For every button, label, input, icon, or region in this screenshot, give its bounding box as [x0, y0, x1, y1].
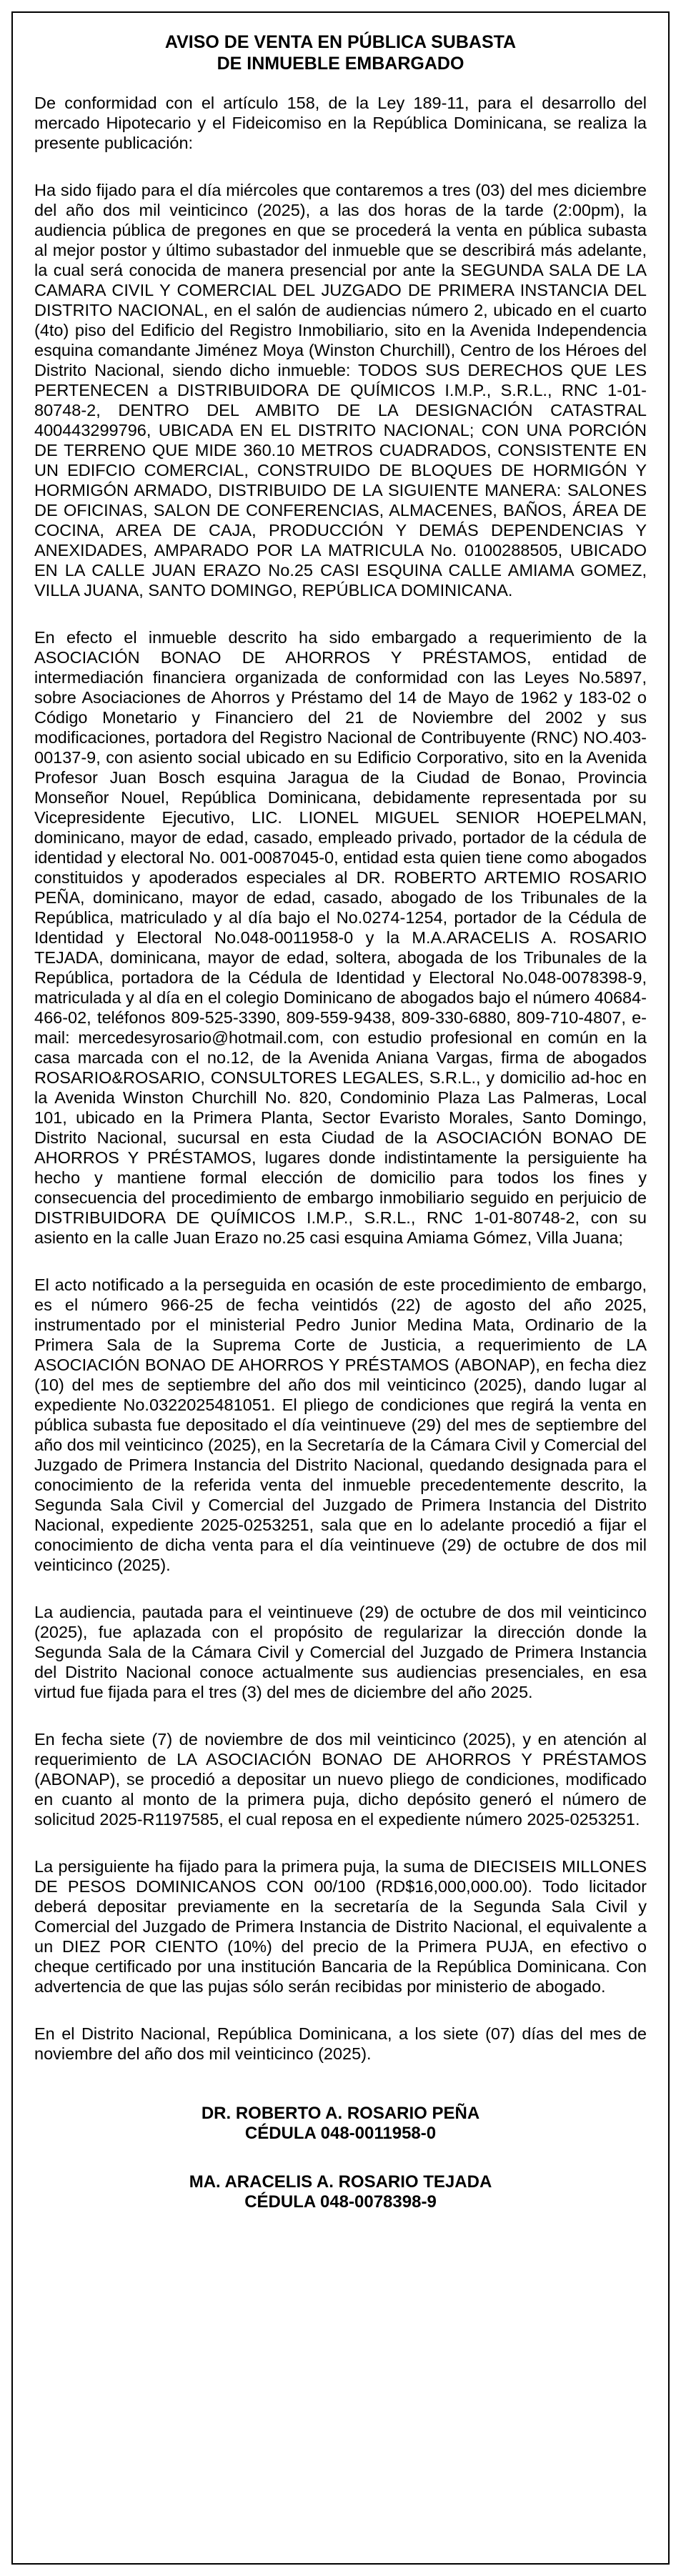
signatory-name: MA. ARACELIS A. ROSARIO TEJADA: [189, 2172, 492, 2192]
first-bid-paragraph: La persiguiente ha fijado para la primera puja, la suma de DIECISEIS MILLONES DE PESOS DOMINICANOS CON 00/100 (RD$16,000,000.00). Todo licitador deberá depositar previamente en la secretaría de la Segunda Sala Civil y Comercial del Juzgado de Primera Instancia de Distrito Nacional, el equivalente a un DIEZ POR CIENTO (10%) del precio de la Primera PUJA, en efectivo o cheque certificado por una institución Bancaria de la República Dominicana. Con advertencia de que las pujas sólo serán recibidas por ministerio de abogado.: [34, 1857, 647, 1996]
place-date-paragraph: En el Distrito Nacional, República Dominicana, a los siete (07) días del mes de noviembre del año dos mil veinticinco (2025).: [34, 2024, 647, 2063]
signatory-id: CÉDULA 048-0078398-9: [244, 2192, 437, 2212]
signature-block: [34, 2172, 647, 2212]
signature-block: [34, 2104, 647, 2144]
notified-act-paragraph: El acto notificado a la perseguida en ocasión de este procedimiento de embargo, es el número 966-25 de fecha veintidós (22) de agosto del año 2025, instrumentado por el ministerial Pedro Junior Medina Mata, Ordinario de la Primera Sala de la Suprema Corte de Justicia, a requerimiento de LA ASOCIACIÓN BONAO DE AHORROS Y PRÉSTAMOS (ABONAP), en fecha diez (10) del mes de septiembre del año dos mil veinticinco (2025), dando lugar al expediente No.0322025481051. El pliego de condiciones que regirá la venta en pública subasta fue depositado el día veintinueve (29) del mes de septiembre del año dos mil veinticinco (2025), en la Secretaría de la Cámara Civil y Comercial del Juzgado de Primera Instancia del Distrito Nacional, quedando designada para el conocimiento de la referida venta del inmueble precedentemente descrito, la Segunda Sala Civil y Comercial del Juzgado de Primera Instancia del Distrito Nacional, expediente 2025-0253251, sala que en lo adelante procedió a fijar el conocimiento de dicha venta para el día veintinueve (29) de octubre de dos mil veinticinco (2025).: [34, 1275, 647, 1574]
seizing-party-paragraph: En efecto el inmueble descrito ha sido embargado a requerimiento de la ASOCIACIÓN BONAO DE AHORROS Y PRÉSTAMOS, entidad de intermediación financiera organizada de conformidad con las Leyes No.5897, sobre Asociaciones de Ahorros y Préstamo del 14 de Mayo de 1962 y 183-02 o Código Monetario y Financiero del 21 de Noviembre del 2002 y sus modificaciones, portadora del Registro Nacional de Contribuyente (RNC) NO.403-00137-9, con asiento social ubicado en su Edificio Corporativo, sito en la Avenida Profesor Juan Bosch esquina Jaragua de la Ciudad de Bonao, Provincia Monseñor Nouel, República Dominicana, debidamente representada por su Vicepresidente Ejecutivo, LIC. LIONEL MIGUEL SENIOR HOEPELMAN, dominicano, mayor de edad, casado, empleado privado, portador de la cédula de identidad y electoral No. 001-0087045-0, entidad esta quien tiene como abogados constituidos y apoderados especiales al DR. ROBERTO ARTEMIO ROSARIO PEÑA, dominicano, mayor de edad, casado, abogado de los Tribunales de la República, matriculado y al día bajo el No.0274-1254, portador de la Cédula de Identidad y Electoral No.048-0011958-0 y la M.A.ARACELIS A. ROSARIO TEJADA, dominicana, mayor de edad, soltera, abogada de los Tribunales de la República, portadora de la Cédula de Identidad y Electoral No.048-0078398-9, matriculada y al día en el colegio Dominicano de abogados bajo el número 40684-466-02, teléfonos 809-525-3390, 809-559-9438, 809-330-6880, 809-710-4807, e-mail: mercedesyrosario@hotmail.com, con estudio profesional en común en la casa marcada con el no.12, de la Avenida Aniana Vargas, firma de abogados ROSARIO&ROSARIO, CONSULTORES LEGALES, S.R.L., y domicilio ad-hoc en la Avenida Winston Churchill No. 820, Condominio Plaza Las Palmeras, Local 101, ubicado en la Primera Planta, Sector Evaristo Morales, Santo Domingo, Distrito Nacional, sucursal en esta Ciudad de la ASOCIACIÓN BONAO DE AHORROS Y PRÉSTAMOS, lugares donde indistintamente la persiguiente ha hecho y mantiene formal elección de domicilio para todos los fines y consecuencia del procedimiento de embargo inmobiliario seguido en perjuicio de DISTRIBUIDORA DE QUÍMICOS I.M.P., S.R.L., RNC 1-01-80748-2, con su asiento en la calle Juan Erazo no.25 casi esquina Amiama Gómez, Villa Juana;: [34, 628, 647, 1247]
hearing-property-paragraph: Ha sido fijado para el día miércoles que contaremos a tres (03) del mes diciembre del año dos mil veinticinco (2025), a las dos horas de la tarde (2:00pm), la audiencia pública de pregones en que se procederá la venta en pública subasta al mejor postor y último subastador del inmueble que se describirá más adelante, la cual será conocida de manera presencial por ante la SEGUNDA SALA DE LA CAMARA CIVIL Y COMERCIAL DEL JUZGADO DE PRIMERA INSTANCIA DEL DISTRITO NACIONAL, en el salón de audiencias número 2, ubicado en el cuarto (4to) piso del Edificio del Registro Inmobiliario, sito en la Avenida Independencia esquina comandante Jiménez Moya (Winston Churchill), Centro de los Héroes del Distrito Nacional, siendo dicho inmueble: TODOS SUS DERECHOS QUE LES PERTENECEN a DISTRIBUIDORA DE QUÍMICOS I.M.P., S.R.L., RNC 1-01-80748-2, DENTRO DEL AMBITO DE LA DESIGNACIÓN CATASTRAL 400443299796, UBICADA EN EL DISTRITO NACIONAL; CON UNA PORCIÓN DE TERRENO QUE MIDE 360.10 METROS CUADRADOS, CONSISTENTE EN UN EDIFCIO COMERCIAL, CONSTRUIDO DE BLOQUES DE HORMIGÓN Y HORMIGÓN ARMADO, DISTRIBUIDO DE LA SIGUIENTE MANERA: SALONES DE OFICINAS, SALON DE CONFERENCIAS, ALMACENES, BAÑOS, ÁREA DE COCINA, AREA DE CAJA, PRODUCCIÓN Y DEMÁS DEPENDENCIAS Y ANEXIDADES, AMPARADO POR LA MATRICULA No. 0100288505, UBICADO EN LA CALLE JUAN ERAZO No.25 CASI ESQUINA CALLE AMIAMA GOMEZ, VILLA JUANA, SANTO DOMINGO, REPÚBLICA DOMINICANA.: [34, 181, 647, 600]
new-conditions-paragraph: En fecha siete (7) de noviembre de dos mil veinticinco (2025), y en atención al requerimiento de LA ASOCIACIÓN BONAO DE AHORROS Y PRÉSTAMOS (ABONAP), se procedió a depositar un nuevo pliego de condiciones, modificado en cuanto al monto de la primera puja, dicho depósito generó el número de solicitud 2025-R1197585, el cual reposa en el expediente número 2025-0253251.: [34, 1730, 647, 1829]
signatory-name: DR. ROBERTO A. ROSARIO PEÑA: [201, 2104, 480, 2123]
notice-title: [34, 31, 647, 74]
intro-paragraph: De conformidad con el artículo 158, de la Ley 189-11, para el desarrollo del mercado Hipotecario y el Fideicomiso en la República Dominicana, se realiza la presente publicación:: [34, 94, 647, 152]
postponement-paragraph: La audiencia, pautada para el veintinueve (29) de octubre de dos mil veinticinco (2025), fue aplazada con el propósito de regularizar la dirección donde la Segunda Sala de la Cámara Civil y Comercial del Juzgado de Primera Instancia del Distrito Nacional conoce actualmente sus audiencias presenciales, en esa virtud fue fijada para el tres (3) del mes de diciembre del año 2025.: [34, 1603, 647, 1701]
legal-notice: [11, 11, 670, 2565]
signatory-id: CÉDULA 048-0011958-0: [244, 2124, 437, 2143]
notice-title-line-2: DE INMUEBLE EMBARGADO: [217, 54, 464, 74]
notice-title-line-1: AVISO DE VENTA EN PÚBLICA SUBASTA: [164, 32, 517, 52]
